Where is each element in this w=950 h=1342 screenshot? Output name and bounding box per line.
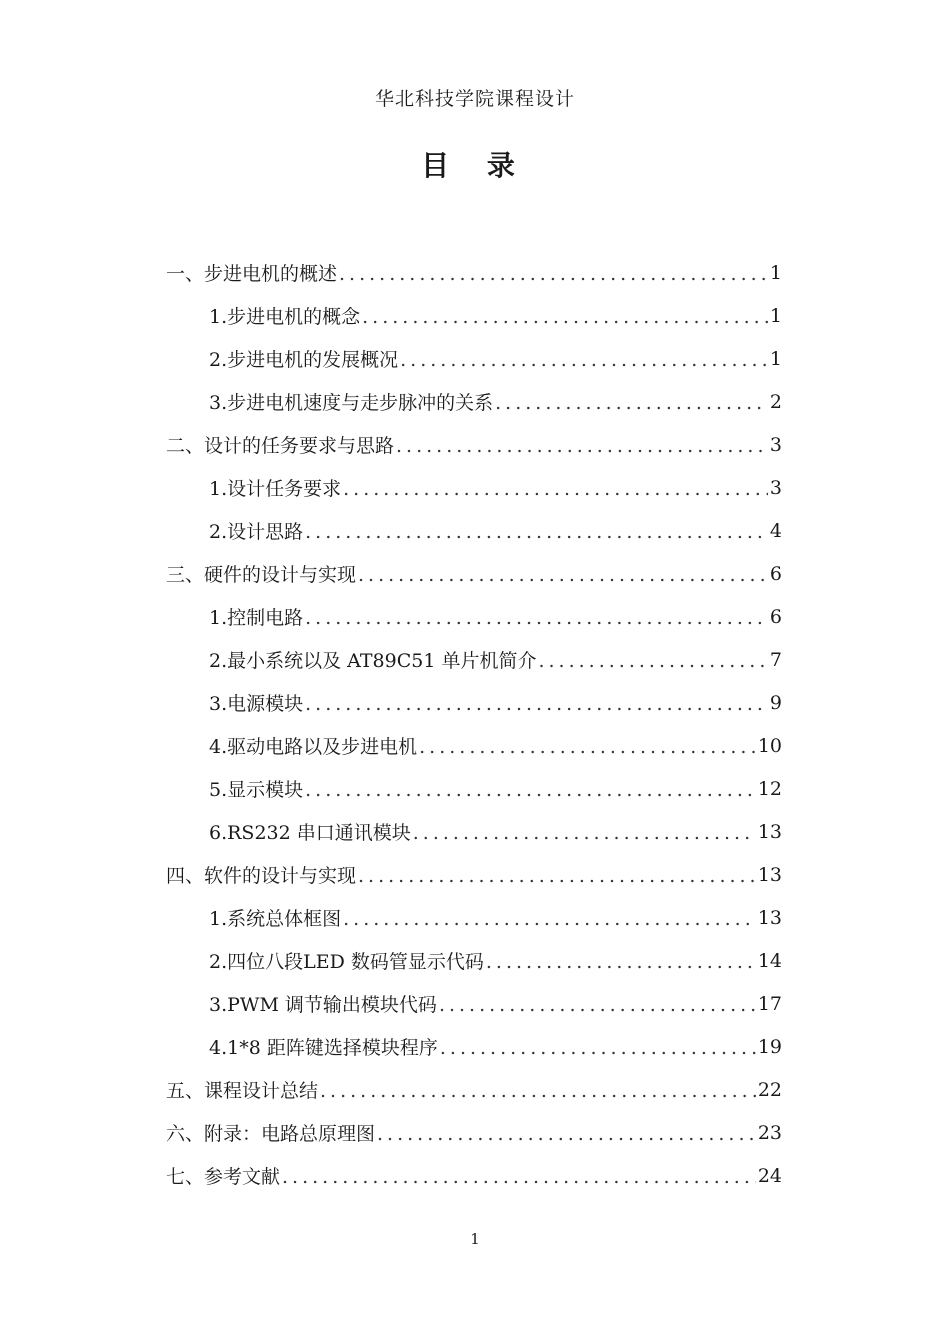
toc-entry-page: 22	[757, 1078, 782, 1101]
toc-entry-page: 10	[757, 734, 782, 757]
table-of-contents	[0, 251, 950, 1197]
toc-dot-leader	[358, 865, 756, 887]
toc-entry-label: 五、课程设计总结	[166, 1080, 319, 1102]
toc-entry-label: 4.驱动电路以及步进电机	[209, 736, 418, 758]
toc-entry-page: 19	[757, 1035, 782, 1058]
toc-entry[interactable]	[0, 552, 782, 595]
toc-dot-leader	[305, 521, 768, 543]
toc-entry[interactable]	[0, 380, 782, 423]
toc-dot-leader	[495, 392, 768, 414]
toc-dot-leader	[362, 306, 768, 328]
toc-entry-label: 5.显示模块	[209, 779, 304, 801]
toc-entry-label: 六、附录：电路总原理图	[166, 1123, 376, 1145]
toc-entry[interactable]	[0, 982, 782, 1025]
toc-entry-label: 6.RS232 串口通讯模块	[209, 822, 411, 844]
toc-entry-page: 7	[769, 648, 782, 671]
toc-dot-leader	[396, 435, 768, 457]
toc-entry[interactable]	[0, 681, 782, 724]
toc-dot-leader	[339, 263, 768, 285]
toc-entry-label: 一、步进电机的概述	[166, 263, 338, 285]
toc-entry[interactable]	[0, 1111, 782, 1154]
toc-entry-page: 24	[757, 1164, 782, 1187]
toc-entry-page: 13	[757, 906, 782, 929]
toc-entry-page: 1	[769, 304, 782, 327]
toc-dot-leader	[538, 650, 767, 672]
toc-dot-leader	[419, 736, 756, 758]
toc-entry-label: 1.设计任务要求	[209, 478, 342, 500]
toc-entry-page: 1	[769, 347, 782, 370]
toc-entry-page: 2	[769, 390, 782, 413]
toc-dot-leader	[440, 1037, 756, 1059]
toc-entry[interactable]	[0, 767, 782, 810]
toc-dot-leader	[305, 607, 768, 629]
toc-entry[interactable]	[0, 939, 782, 982]
toc-dot-leader	[343, 478, 768, 500]
toc-entry[interactable]	[0, 509, 782, 552]
toc-entry-page: 4	[769, 519, 782, 542]
toc-dot-leader	[358, 564, 768, 586]
toc-entry-page: 9	[769, 691, 782, 714]
toc-entry-page: 14	[757, 949, 782, 972]
toc-entry[interactable]	[0, 337, 782, 380]
toc-entry[interactable]	[0, 638, 782, 681]
toc-dot-leader	[486, 951, 756, 973]
toc-entry[interactable]	[0, 724, 782, 767]
toc-entry-label: 2.步进电机的发展概况	[209, 349, 399, 371]
toc-entry[interactable]	[0, 466, 782, 509]
toc-entry[interactable]	[0, 251, 782, 294]
toc-entry-page: 13	[757, 863, 782, 886]
toc-entry-label: 2.四位八段LED 数码管显示代码	[209, 951, 484, 973]
toc-title: 目 录	[421, 149, 529, 182]
toc-entry-label: 3.步进电机速度与走步脉冲的关系	[209, 392, 494, 414]
toc-entry-label: 七、参考文献	[166, 1166, 281, 1188]
toc-entry-page: 3	[769, 433, 782, 456]
toc-entry-page: 6	[769, 562, 782, 585]
toc-dot-leader	[439, 994, 756, 1016]
toc-entry[interactable]	[0, 810, 782, 853]
toc-entry[interactable]	[0, 294, 782, 337]
toc-entry-label: 四、软件的设计与实现	[166, 865, 357, 887]
toc-entry[interactable]	[0, 423, 782, 466]
toc-entry-page: 13	[757, 820, 782, 843]
toc-entry-page: 3	[769, 476, 782, 499]
toc-entry-page: 6	[769, 605, 782, 628]
toc-entry-page: 1	[769, 261, 782, 284]
toc-entry[interactable]	[0, 1025, 782, 1068]
toc-dot-leader	[400, 349, 768, 371]
toc-entry[interactable]	[0, 1068, 782, 1111]
toc-dot-leader	[305, 693, 768, 715]
toc-entry[interactable]	[0, 853, 782, 896]
toc-entry-label: 3.PWM 调节输出模块代码	[209, 994, 437, 1016]
toc-entry-page: 23	[757, 1121, 782, 1144]
toc-dot-leader	[305, 779, 756, 801]
toc-entry[interactable]	[0, 595, 782, 638]
toc-entry[interactable]	[0, 896, 782, 939]
toc-entry-page: 12	[757, 777, 782, 800]
toc-entry-page: 17	[757, 992, 782, 1015]
toc-entry-label: 2.设计思路	[209, 521, 304, 543]
toc-entry-label: 1.系统总体框图	[209, 908, 342, 930]
toc-dot-leader	[282, 1166, 756, 1188]
toc-dot-leader	[320, 1080, 756, 1102]
toc-entry-label: 4.1*8 距阵键选择模块程序	[209, 1037, 438, 1059]
toc-entry-label: 1.控制电路	[209, 607, 304, 629]
toc-entry-label: 二、设计的任务要求与思路	[166, 435, 395, 457]
toc-entry-label: 三、硬件的设计与实现	[166, 564, 357, 586]
toc-entry[interactable]	[0, 1154, 782, 1197]
page-header: 华北科技学院课程设计	[374, 88, 575, 110]
toc-entry-label: 3.电源模块	[209, 693, 304, 715]
toc-entry-label: 2.最小系统以及 AT89C51 单片机简介	[209, 650, 537, 672]
toc-entry-label: 1.步进电机的概念	[209, 306, 361, 328]
page-number: 1	[470, 1230, 480, 1248]
toc-dot-leader	[413, 822, 756, 844]
toc-dot-leader	[377, 1123, 756, 1145]
toc-dot-leader	[343, 908, 756, 930]
